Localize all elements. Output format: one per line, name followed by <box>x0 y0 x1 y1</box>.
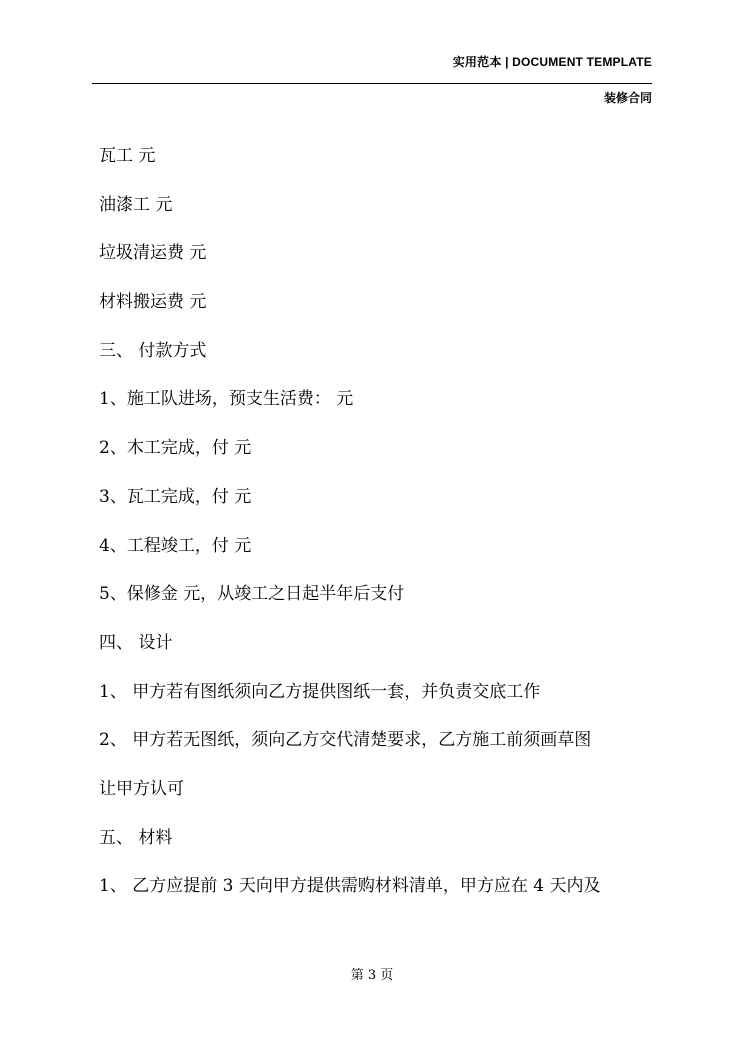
body-line: 材料搬运费 元 <box>99 292 207 313</box>
body-line: 1、 甲方若有图纸须向乙方提供图纸一套，并负责交底工作 <box>99 681 541 702</box>
body-line: 3、瓦工完成，付 元 <box>99 486 252 507</box>
document-body <box>99 142 659 921</box>
section-heading: 五、 材料 <box>99 827 173 848</box>
body-line: 让甲方认可 <box>99 778 184 799</box>
body-line: 4、工程竣工，付 元 <box>99 535 252 556</box>
body-line: 1、施工队进场，预支生活费： 元 <box>99 389 354 410</box>
header-template-label: 实用范本 | DOCUMENT TEMPLATE <box>452 55 652 69</box>
section-heading: 四、 设计 <box>99 632 173 653</box>
body-line: 1、 乙方应提前 3 天向甲方提供需购材料清单，甲方应在 4 天内及 <box>99 876 601 897</box>
header-doc-title: 装修合同 <box>603 91 652 105</box>
header-divider <box>92 83 652 84</box>
page-number: 第 3 页 <box>350 968 394 983</box>
body-line: 瓦工 元 <box>99 146 156 166</box>
body-line: 5、保修金 元，从竣工之日起半年后支付 <box>99 584 405 605</box>
section-heading: 三、 付款方式 <box>99 340 207 361</box>
body-line: 油漆工 元 <box>99 194 173 215</box>
body-line: 2、木工完成，付 元 <box>99 438 252 459</box>
body-line: 垃圾清运费 元 <box>99 243 207 264</box>
body-line: 2、 甲方若无图纸，须向乙方交代清楚要求，乙方施工前须画草图 <box>99 730 592 751</box>
